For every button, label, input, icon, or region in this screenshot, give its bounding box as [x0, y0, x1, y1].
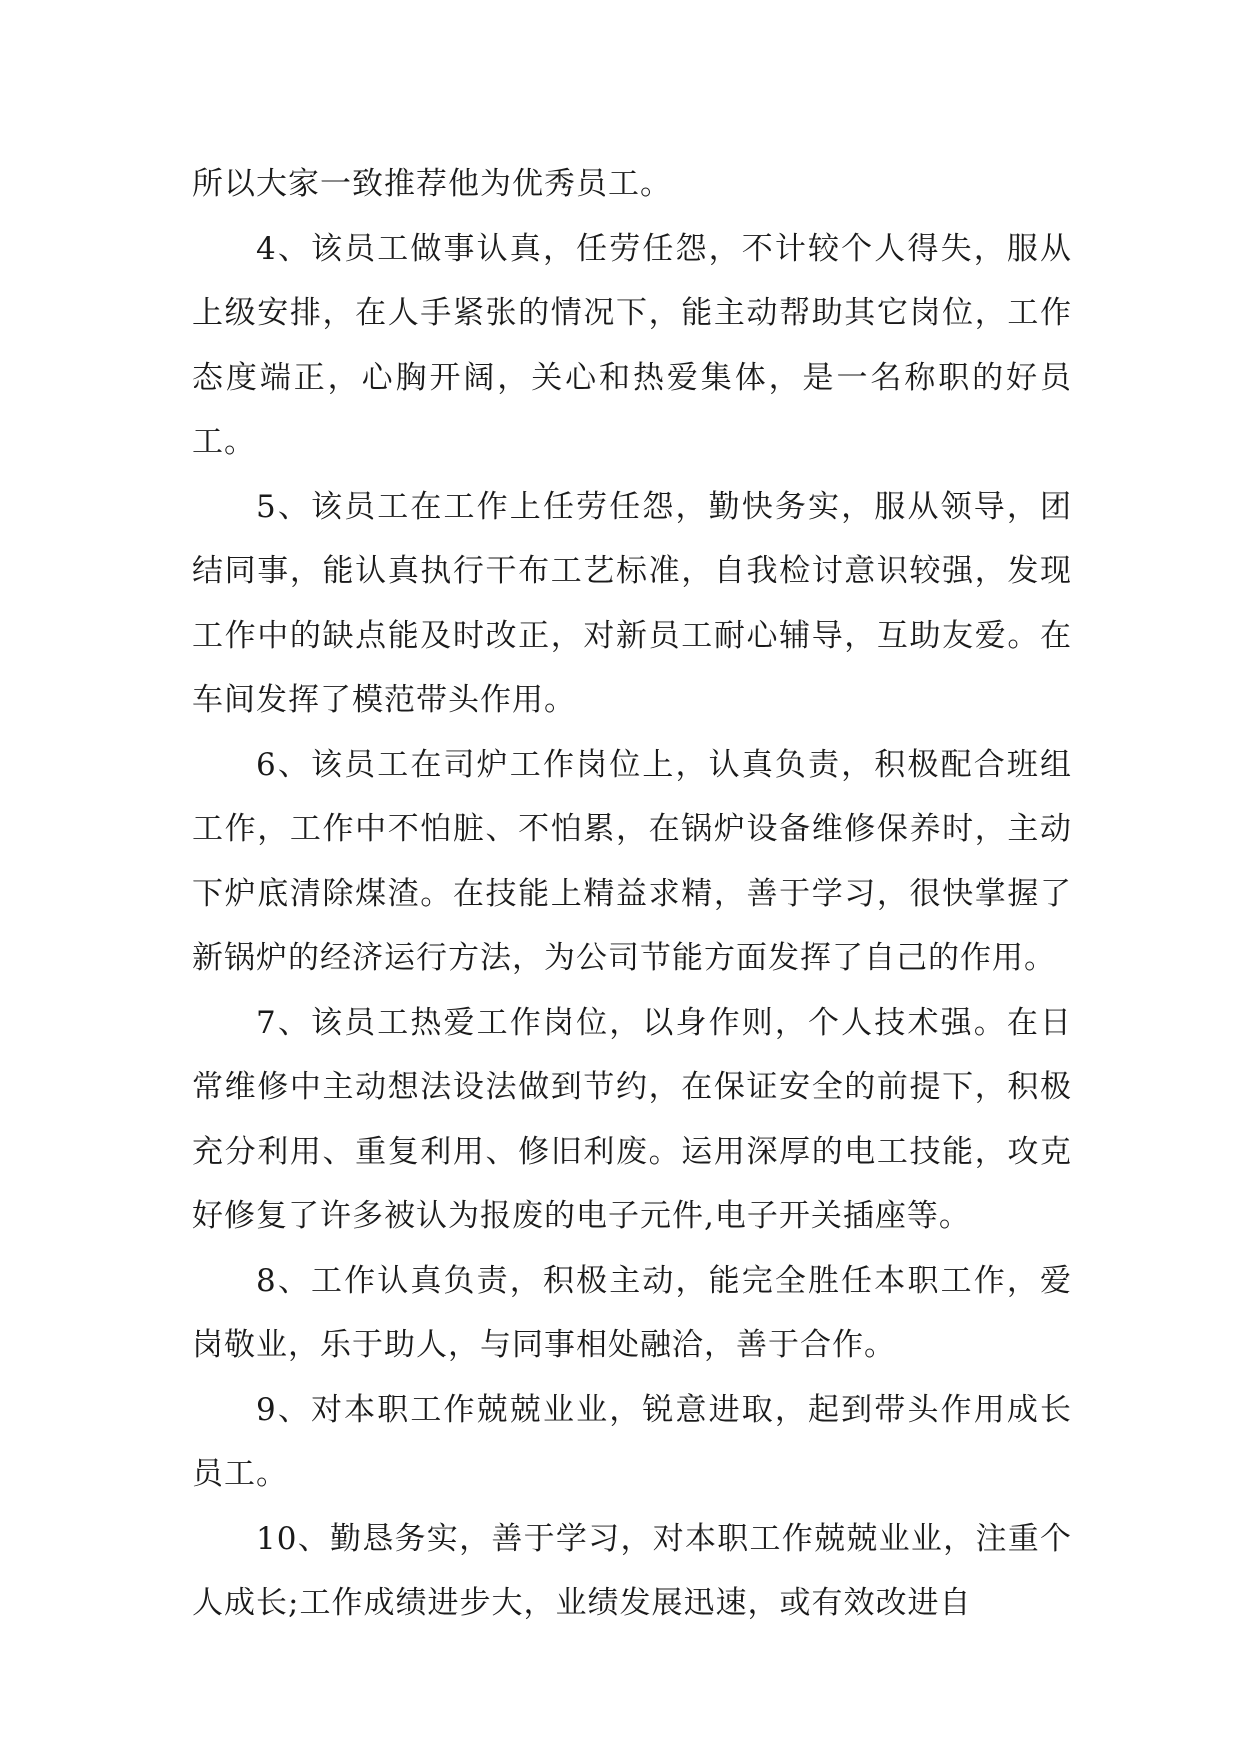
paragraph-item-9: 9、对本职工作兢兢业业，锐意进取，起到带头作用成长员工。 — [192, 1391, 1072, 1492]
paragraph-item-10: 10、勤恳务实，善于学习，对本职工作兢兢业业，注重个人成长;工作成绩进步大，业绩发展迅速，或有效改进自 — [192, 1520, 1072, 1621]
paragraph-item-5: 5、该员工在工作上任劳任怨，勤快务实，服从领导，团结同事，能认真执行干布工艺标准，自我检讨意识较强，发现工作中的缺点能及时改正，对新员工耐心辅导，互助友爱。在车间发挥了模范带头作用。 — [192, 488, 1072, 718]
paragraph-item-8: 8、工作认真负责，积极主动，能完全胜任本职工作，爱岗敬业，乐于助人，与同事相处融洽，善于合作。 — [192, 1262, 1072, 1363]
document-body — [192, 152, 1072, 1636]
paragraph-item-6: 6、该员工在司炉工作岗位上，认真负责，积极配合班组工作，工作中不怕脏、不怕累，在锅炉设备维修保养时，主动下炉底清除煤渣。在技能上精益求精，善于学习，很快掌握了新锅炉的经济运行方法，为公司节能方面发挥了自己的作用。 — [192, 746, 1072, 976]
paragraph-item-7: 7、该员工热爱工作岗位，以身作则，个人技术强。在日常维修中主动想法设法做到节约，在保证安全的前提下，积极充分利用、重复利用、修旧利废。运用深厚的电工技能，攻克好修复了许多被认为报废的电子元件,电子开关插座等。 — [192, 1004, 1072, 1234]
paragraph-item-4: 4、该员工做事认真，任劳任怨，不计较个人得失，服从上级安排，在人手紧张的情况下，能主动帮助其它岗位，工作态度端正，心胸开阔，关心和热爱集体，是一名称职的好员工。 — [192, 230, 1072, 460]
paragraph-continuation: 所以大家一致推荐他为优秀员工。 — [192, 166, 672, 202]
